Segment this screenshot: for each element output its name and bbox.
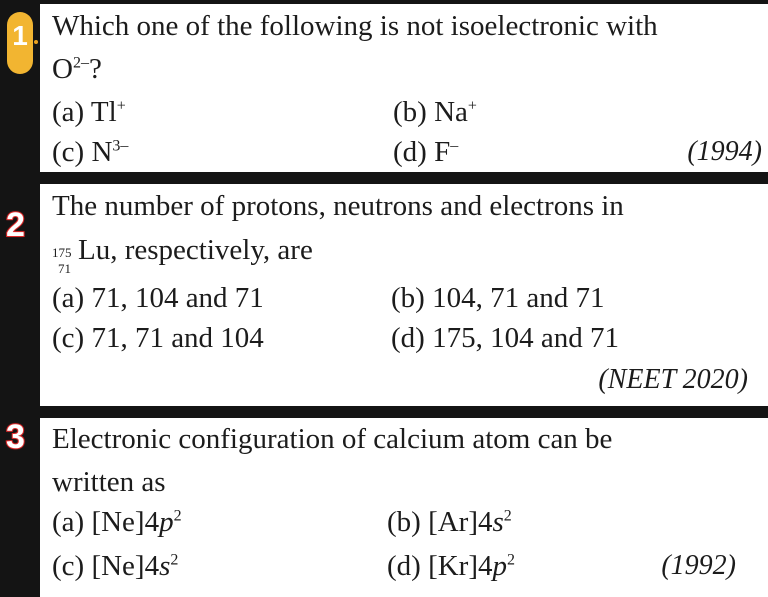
question-1-stem-line2: $O^{2-}$? xyxy=(52,53,102,85)
question-2-number: 2 xyxy=(6,206,25,244)
question-3-option-a[interactable]: (a) $[Ne]4p^2$ xyxy=(52,506,182,538)
question-2-year: (NEET 2020) xyxy=(598,364,748,395)
question-3-option-c[interactable]: (c) $[Ne]4s^2$ xyxy=(52,550,179,582)
question-2-option-a[interactable]: (a) 71, 104 and 71 xyxy=(52,282,264,314)
question-3-stem-line2: written as xyxy=(52,466,166,498)
question-3-option-d[interactable]: (d) $[Kr]4p^2$ xyxy=(387,550,515,582)
question-3-year: (1992) xyxy=(661,550,736,581)
question-3-option-b[interactable]: (b) $[Ar]4s^2$ xyxy=(387,506,512,538)
left-frame-strip xyxy=(0,0,40,597)
lutetium-isotope-notation: 175 71 xyxy=(52,245,72,277)
divider-1 xyxy=(40,172,768,184)
question-3-stem-line1: Electronic configuration of calcium atom can be xyxy=(52,423,613,455)
question-2-stem-line1: The number of protons, neutrons and electrons in xyxy=(52,190,624,222)
question-2-stem-line2: 175 71 Lu, respectively, are xyxy=(52,234,313,277)
question-2-option-c[interactable]: (c) 71, 71 and 104 xyxy=(52,322,264,354)
question-1-option-d[interactable]: (d) F– xyxy=(393,136,459,168)
question-1-dot xyxy=(34,40,38,44)
question-2-option-d[interactable]: (d) 175, 104 and 71 xyxy=(391,322,619,354)
question-1-stem-line1: Which one of the following is not isoelectronic with xyxy=(52,10,658,42)
question-1-number-badge: 1 xyxy=(7,12,33,74)
question-1-option-b[interactable]: (b) Na+ xyxy=(393,96,477,128)
question-1-option-a[interactable]: (a) Tl+ xyxy=(52,96,126,128)
divider-2 xyxy=(40,406,768,418)
question-1-option-c[interactable]: (c) $N^{3-}$ xyxy=(52,136,129,168)
question-1-year: (1994) xyxy=(687,136,762,167)
question-2-option-b[interactable]: (b) 104, 71 and 71 xyxy=(391,282,605,314)
question-3-number: 3 xyxy=(6,418,25,456)
